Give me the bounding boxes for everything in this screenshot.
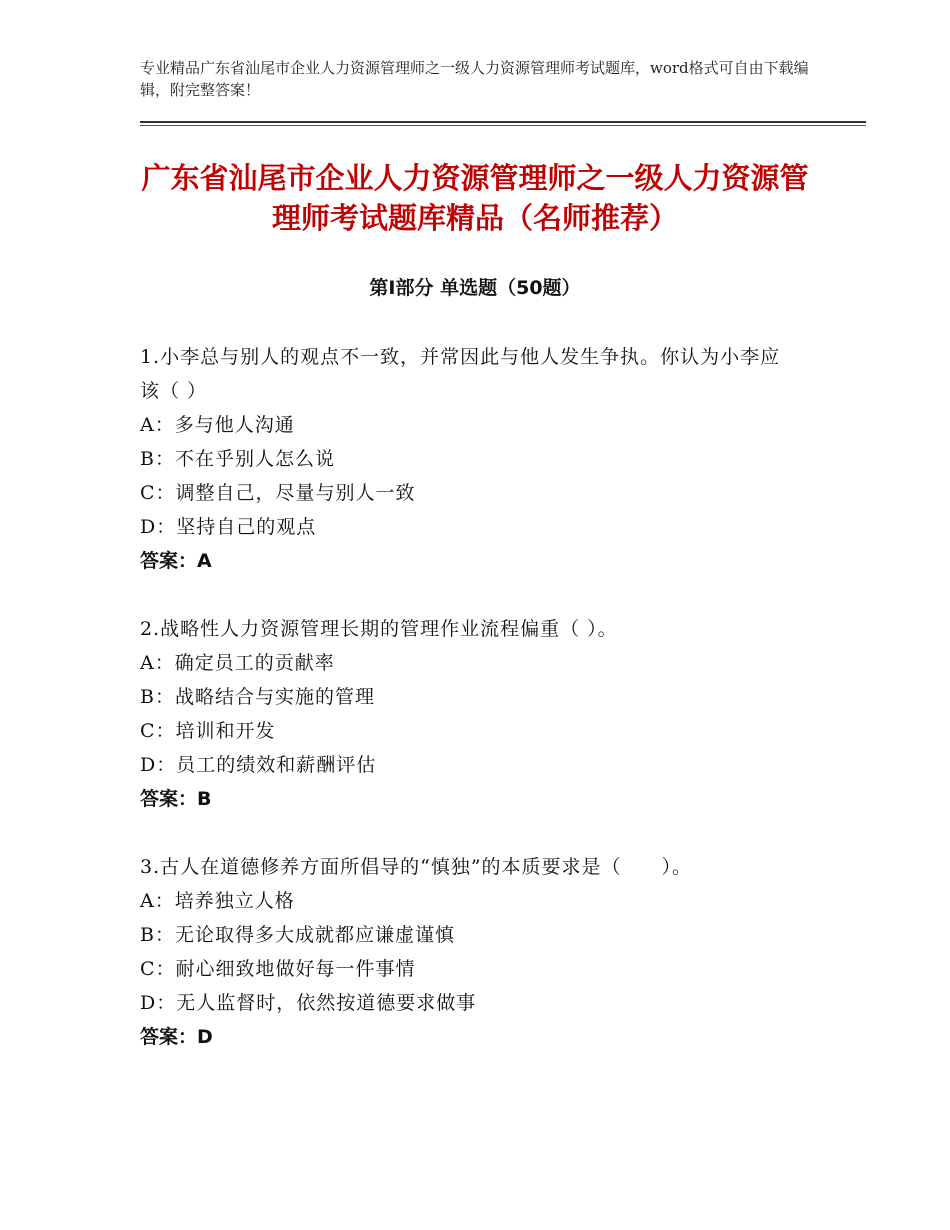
question-3 [140,850,840,1054]
answer: 答案：D [140,1026,213,1048]
question-1 [140,340,840,578]
question-2 [140,612,840,816]
question-stem: 3.古人在道德修养方面所倡导的“慎独”的本质要求是（ ）。 [140,856,693,878]
option-a: A：多与他人沟通 [140,414,295,436]
section-title: 第Ⅰ部分 单选题（50题） [369,277,581,299]
option-b: B：战略结合与实施的管理 [140,686,375,708]
option-d: D：坚持自己的观点 [140,516,317,538]
option-a: A：培养独立人格 [140,890,295,912]
question-stem: 2.战略性人力资源管理长期的管理作业流程偏重（ ）。 [140,618,618,640]
document-title: 广东省汕尾市企业人力资源管理师之一级人力资源管理师考试题库精品（名师推荐） [141,161,809,235]
header-rule-thin [140,125,866,126]
answer: 答案：B [140,788,212,810]
option-d: D：员工的绩效和薪酬评估 [140,754,377,776]
header-note: 专业精品广东省汕尾市企业人力资源管理师之一级人力资源管理师考试题库，word格式可自由下载编辑，附完整答案！ [140,59,809,99]
answer: 答案：A [140,550,212,572]
header-rule-thick [140,121,866,123]
question-list [140,340,840,1088]
option-d: D：无人监督时，依然按道德要求做事 [140,992,477,1014]
option-a: A：确定员工的贡献率 [140,652,335,674]
option-c: C：培训和开发 [140,720,276,742]
option-b: B：无论取得多大成就都应谦虚谨慎 [140,924,455,946]
option-b: B：不在乎别人怎么说 [140,448,335,470]
question-stem: 1.小李总与别人的观点不一致，并常因此与他人发生争执。你认为小李应该（ ） [140,346,781,402]
option-c: C：耐心细致地做好每一件事情 [140,958,416,980]
option-c: C：调整自己，尽量与别人一致 [140,482,416,504]
